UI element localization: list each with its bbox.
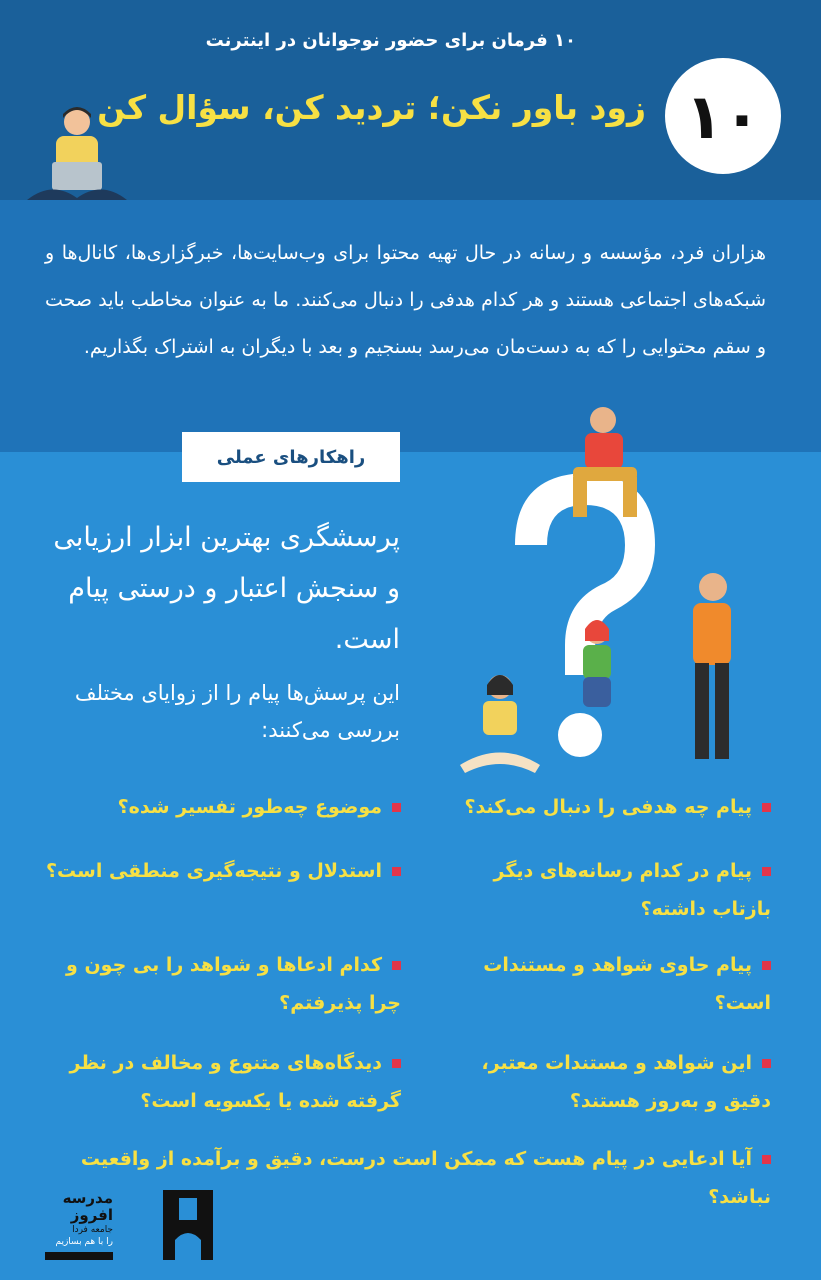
bullet-icon [762, 1059, 771, 1068]
number-badge: ۱۰ [665, 58, 781, 174]
section-label: راهکارهای عملی [182, 432, 400, 482]
bullet-icon [762, 961, 771, 970]
question-text: آیا ادعایی در پیام هست که ممکن است درست، دقیق و برآمده از واقعیت نباشد؟ [80, 1148, 771, 1208]
logo-tagline2: را با هم بسازیم [55, 1237, 113, 1247]
bullet-icon [392, 961, 401, 970]
question-item [441, 946, 771, 1022]
question-text: پیام در کدام رسانه‌های دیگر بازتاب داشته؟ [493, 860, 771, 920]
bullet-icon [762, 1155, 771, 1164]
question-text: پیام چه هدفی را دنبال می‌کند؟ [464, 796, 752, 818]
question-text: پیام حاوی شواهد و مستندات است؟ [483, 954, 771, 1014]
series-title: ۱۰ فرمان برای حضور نوجوانان در اینترنت [205, 30, 576, 51]
question-item [441, 852, 771, 928]
question-item [441, 788, 771, 826]
question-item [441, 1044, 771, 1120]
question-text: کدام ادعاها و شواهد را بی چون و چرا پذیرفتم؟ [66, 954, 401, 1014]
bullet-icon [392, 803, 401, 812]
bullet-icon [392, 867, 401, 876]
question-mark-people-illustration [455, 395, 775, 785]
intro-text: هزاران فرد، مؤسسه و رسانه در حال تهیه محتوا برای وب‌سایت‌ها، خبرگزاری‌ها، کانال‌ها و شبکه‌های اجتماعی هستند و هر کدام هدفی را دنبال می‌کنند. ما به عنوان مخاطب باید صحت و سقم محتوایی را که به دست‌مان می‌رسد بسنجیم و بعد با دیگران به اشتراک بگذاریم. [45, 242, 766, 358]
header-banner [0, 0, 821, 200]
lead-text: پرسشگری بهترین ابزار ارزیابی و سنجش اعتبار و درستی پیام است. [53, 522, 400, 655]
logo-line1: مدرسه [62, 1189, 113, 1207]
bullet-icon [762, 803, 771, 812]
question-text: موضوع چه‌طور تفسیر شده؟ [117, 796, 382, 818]
bullet-icon [762, 867, 771, 876]
sublead-text: این پرسش‌ها پیام را از زوایای مختلف بررسی می‌کنند: [74, 681, 400, 742]
question-text: این شواهد و مستندات معتبر، دقیق و به‌روز هستند؟ [481, 1052, 771, 1112]
question-text: دیدگاه‌های متنوع و مخالف در نظر گرفته شده یا یکسویه است؟ [69, 1052, 401, 1112]
question-text: استدلال و نتیجه‌گیری منطقی است؟ [46, 860, 382, 882]
logo-wordmark [45, 1190, 113, 1248]
question-item [41, 946, 401, 1022]
logo-line2: افروز [70, 1206, 113, 1224]
bullet-icon [392, 1059, 401, 1068]
logo-tagline1: جامعه فردا [72, 1225, 113, 1235]
headline: زود باور نکن؛ تردید کن، سؤال کن [97, 88, 646, 127]
question-item [41, 1044, 401, 1120]
question-item [46, 852, 401, 890]
question-item [46, 788, 401, 826]
